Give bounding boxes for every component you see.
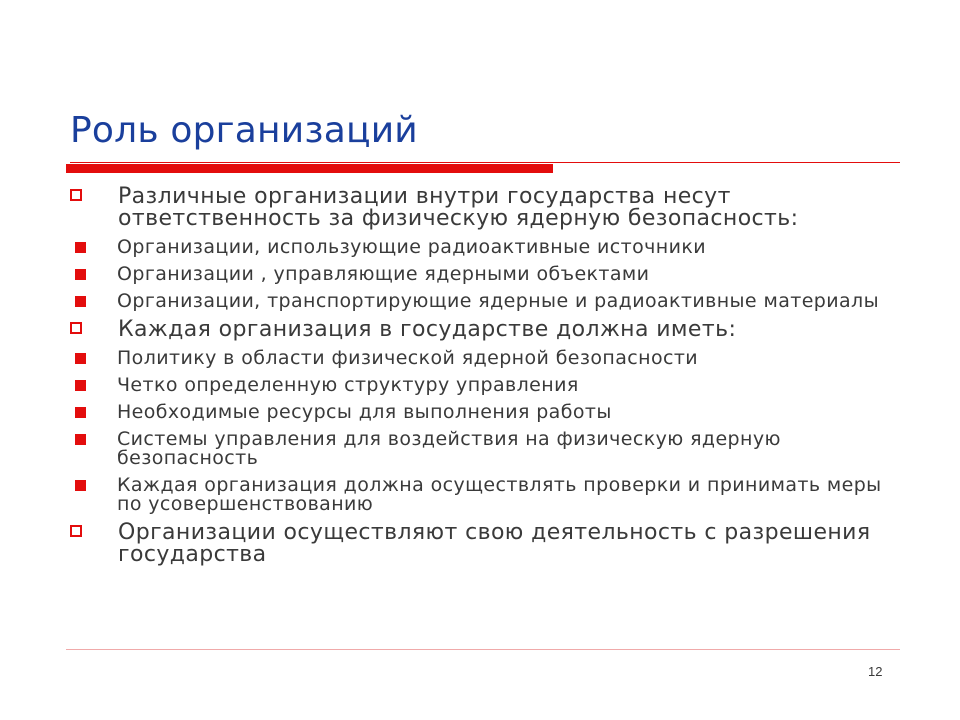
filled-square-bullet-icon	[75, 269, 86, 280]
bullet-item	[70, 186, 910, 230]
sub-bullet-item	[22, 430, 910, 468]
bullet-item	[70, 522, 910, 566]
sub-bullet-text: Организации, транспортирующие ядерные и радиоактивные материалы	[117, 290, 879, 312]
title-underline-thin	[70, 162, 900, 163]
bullet-text: Различные организации внутри государства несут ответственность за физическую ядерную безопасность:	[118, 184, 799, 231]
page-number: 12	[868, 664, 883, 679]
sub-bullet-item	[22, 403, 910, 422]
sub-bullet-list	[70, 349, 910, 514]
filled-square-bullet-icon	[75, 242, 86, 253]
sub-bullet-item	[22, 349, 910, 368]
slide-title: Роль организаций	[70, 110, 418, 151]
sub-bullet-item	[22, 376, 910, 395]
bullet-item	[70, 319, 910, 341]
hollow-square-bullet-icon	[70, 525, 82, 537]
sub-bullet-text: Организации, использующие радиоактивные источники	[117, 236, 706, 258]
bullet-text: Организации осуществляют свою деятельность с разрешения государства	[118, 520, 871, 567]
filled-square-bullet-icon	[75, 380, 86, 391]
sub-bullet-text: Политику в области физической ядерной безопасности	[117, 347, 699, 369]
filled-square-bullet-icon	[75, 407, 86, 418]
sub-bullet-text: Четко определенную структуру управления	[117, 374, 579, 396]
filled-square-bullet-icon	[75, 434, 86, 445]
filled-square-bullet-icon	[75, 480, 86, 491]
filled-square-bullet-icon	[75, 296, 86, 307]
sub-bullet-text: Организации , управляющие ядерными объектами	[117, 263, 650, 285]
footer-divider	[66, 649, 900, 650]
bullet-text: Каждая организация в государстве должна иметь:	[118, 317, 737, 342]
filled-square-bullet-icon	[75, 353, 86, 364]
sub-bullet-text: Необходимые ресурсы для выполнения работы	[117, 401, 612, 423]
sub-bullet-text: Системы управления для воздействия на физическую ядерную безопасность	[117, 428, 781, 469]
sub-bullet-item	[22, 476, 910, 514]
bullet-list	[70, 186, 910, 573]
sub-bullet-item	[22, 265, 910, 284]
sub-bullet-text: Каждая организация должна осуществлять проверки и принимать меры по усовершенствованию	[117, 474, 882, 515]
hollow-square-bullet-icon	[70, 322, 82, 334]
hollow-square-bullet-icon	[70, 189, 82, 201]
sub-bullet-list	[70, 238, 910, 311]
title-underline-thick	[66, 164, 553, 173]
sub-bullet-item	[22, 292, 910, 311]
sub-bullet-item	[22, 238, 910, 257]
